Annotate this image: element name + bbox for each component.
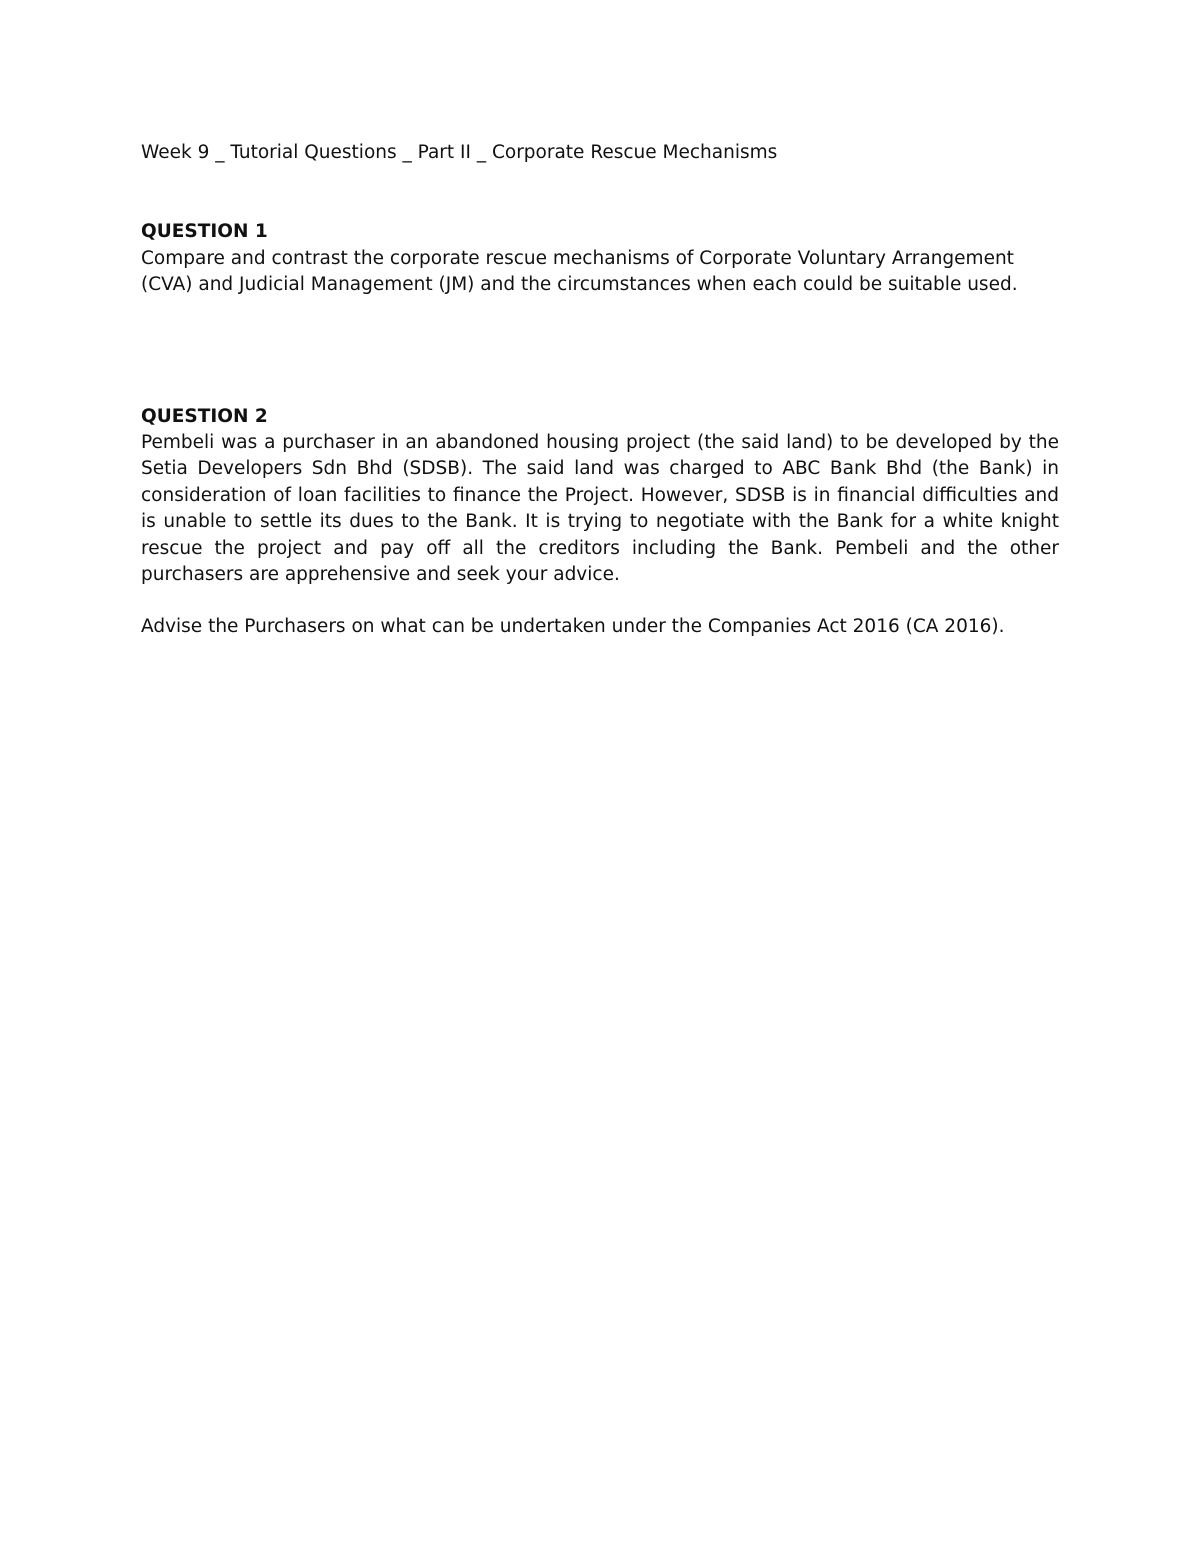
question-2-section <box>141 404 1059 641</box>
question-1-body: Compare and contrast the corporate rescue mechanisms of Corporate Voluntary Arrangement (CVA) and Judicial Management (JM) and the circumstances when each could be suitable used. <box>141 247 1018 296</box>
question-2-instruction: Advise the Purchasers on what can be undertaken under the Companies Act 2016 (CA 2016). <box>141 616 1005 638</box>
document-content <box>141 140 1059 641</box>
question-2-body: Pembeli was a purchaser in an abandoned housing project (the said land) to be developed by the Setia Developers Sdn Bhd (SDSB). The said land was charged to ABC Bank Bhd (the Bank) in consideration of loan facilities to finance the Project. However, SDSB is in financial difficulties and is unable to settle its dues to the Bank. It is trying to negotiate with the Bank for a white knight rescue the project and pay off all the creditors including the Bank. Pembeli and the other purchasers are apprehensive and seek your advice. <box>141 432 1059 586</box>
document-title: Week 9 _ Tutorial Questions _ Part II _ Corporate Rescue Mechanisms <box>141 142 778 163</box>
question-1-section <box>141 219 1059 298</box>
question-2-heading: QUESTION 2 <box>141 405 268 427</box>
question-1-heading: QUESTION 1 <box>141 221 268 243</box>
